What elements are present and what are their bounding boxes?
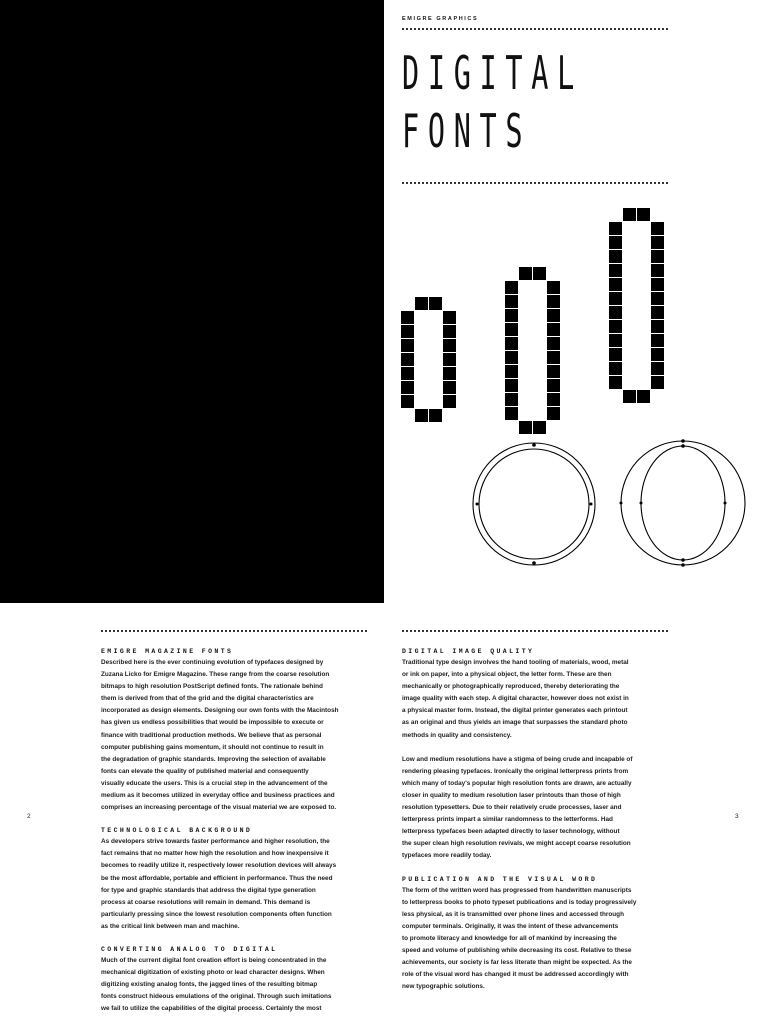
body-line: digitizing existing analog fonts, the jagged lines of the resulting bitmap: [101, 981, 318, 989]
glyph-pixel-on: [547, 295, 560, 308]
glyph-pixel-on: [609, 278, 622, 291]
glyph-pixel-on: [651, 292, 664, 305]
page-title: [402, 44, 694, 160]
glyph-pixel-off: [505, 421, 518, 434]
glyph-pixel-off: [637, 348, 650, 361]
section-heading: EMIGRE MAGAZINE FONTS: [101, 648, 234, 655]
glyph-pixel-on: [651, 264, 664, 277]
glyph-pixel-off: [609, 390, 622, 403]
body-line: comprises an increasing percentage of the visual material we are exposed to.: [101, 804, 337, 812]
glyph-pixel-off: [547, 267, 560, 280]
body-line: we fail to utilize the capabilities of the digital process. Certainly the most: [101, 1005, 322, 1013]
body-line: as an original and thus yields an image that surpasses the standard photo: [402, 719, 628, 727]
glyph-pixel-on: [547, 337, 560, 350]
section-body: [402, 885, 668, 994]
glyph-pixel-off: [429, 325, 442, 338]
oval-outline-o-icon: [618, 438, 748, 568]
glyph-pixel-on: [651, 376, 664, 389]
glyph-pixel-on: [519, 421, 532, 434]
glyph-pixel-off: [429, 339, 442, 352]
glyph-pixel-on: [401, 367, 414, 380]
glyph-pixel-on: [505, 351, 518, 364]
glyph-pixel-off: [623, 362, 636, 375]
glyph-pixel-off: [519, 337, 532, 350]
glyph-pixel-on: [547, 323, 560, 336]
body-line: speed and volume of publishing while decreasing its cost. Relative to these: [402, 946, 632, 954]
glyph-pixel-on: [651, 236, 664, 249]
article-section: [101, 647, 367, 814]
body-line: particularly pressing since the lowest resolution components often function: [101, 910, 332, 918]
glyph-pixel-off: [415, 325, 428, 338]
glyph-pixel-off: [519, 323, 532, 336]
glyph-pixel-on: [443, 367, 456, 380]
section-body: [402, 754, 668, 863]
glyph-pixel-off: [651, 390, 664, 403]
section-body: [402, 657, 668, 742]
glyph-pixel-on: [547, 281, 560, 294]
glyph-pixel-off: [533, 379, 546, 392]
glyph-pixel-off: [429, 395, 442, 408]
body-line: fonts can elevate the quality of published material and consequently: [101, 767, 309, 775]
glyph-pixel-on: [401, 339, 414, 352]
body-line: Much of the current digital font creation effort is being concentrated in the: [101, 956, 327, 964]
glyph-pixel-off: [637, 376, 650, 389]
glyph-pixel-on: [609, 292, 622, 305]
page-number-right: 3: [735, 813, 739, 820]
glyph-pixel-on: [637, 390, 650, 403]
glyph-pixel-on: [651, 222, 664, 235]
glyph-pixel-off: [623, 348, 636, 361]
body-line: closer in quality to medium resolution laser printouts than those of high: [402, 791, 621, 799]
body-line: which many of today's popular high resolution fonts are drawn, are actually: [402, 779, 632, 787]
glyph-pixel-off: [637, 334, 650, 347]
body-line: or ink on paper, into a physical object, the letter form. These are then: [402, 671, 612, 679]
glyph-pixel-on: [533, 267, 546, 280]
glyph-pixel-on: [505, 407, 518, 420]
glyph-pixel-on: [429, 409, 442, 422]
body-line: has given us endless possibilities that would be impossible to execute or: [101, 719, 324, 727]
glyph-pixel-on: [547, 407, 560, 420]
article-section: [402, 875, 668, 994]
glyph-pixel-off: [623, 222, 636, 235]
body-line: to promote literacy and knowledge for all of mankind by increasing the: [402, 934, 617, 942]
glyph-pixel-off: [415, 353, 428, 366]
body-line: Zuzana Licko for Emigre Magazine. These range from the coarse resolution: [101, 671, 330, 679]
section-heading: CONVERTING ANALOG TO DIGITAL: [101, 945, 278, 953]
glyph-pixel-on: [651, 278, 664, 291]
glyph-pixel-off: [637, 250, 650, 263]
glyph-pixel-off: [609, 208, 622, 221]
glyph-pixel-on: [505, 393, 518, 406]
glyph-pixel-on: [609, 376, 622, 389]
article-section: [402, 754, 668, 863]
body-line: computer publishing gains momentum, it should not continue to result in: [101, 743, 324, 751]
glyph-pixel-on: [547, 309, 560, 322]
glyph-pixel-off: [623, 320, 636, 333]
large-bitmap-o-icon: [609, 208, 664, 403]
body-line: image quality with each step. A digital character, however does not exist in: [402, 695, 629, 703]
medium-bitmap-o-icon: [505, 267, 560, 434]
glyph-pixel-on: [505, 365, 518, 378]
glyph-pixel-on: [609, 334, 622, 347]
body-line: Low and medium resolutions have a stigma of being crude and incapable of: [402, 755, 633, 763]
glyph-pixel-on: [505, 281, 518, 294]
glyph-pixel-on: [505, 337, 518, 350]
glyph-pixel-on: [651, 348, 664, 361]
glyph-pixel-off: [429, 381, 442, 394]
body-line: achievements, our society is far less literate than might be expected. As the: [402, 959, 632, 967]
glyph-pixel-off: [533, 295, 546, 308]
glyph-pixel-on: [429, 297, 442, 310]
glyph-pixel-on: [609, 222, 622, 235]
glyph-pixel-off: [533, 337, 546, 350]
glyph-pixel-on: [651, 250, 664, 263]
right-text-column: [402, 647, 668, 993]
body-line: incorporated as design elements. Designing our own fonts with the Macintosh: [101, 707, 339, 715]
body-line: finance with traditional production methods. We believe that as personal: [101, 731, 322, 739]
glyph-pixel-off: [623, 236, 636, 249]
body-line: typefaces more readily today.: [402, 852, 492, 860]
glyph-pixel-off: [623, 334, 636, 347]
glyph-pixel-off: [533, 407, 546, 420]
glyph-pixel-off: [519, 351, 532, 364]
glyph-pixel-on: [443, 311, 456, 324]
glyph-pixel-on: [547, 365, 560, 378]
glyph-pixel-off: [637, 362, 650, 375]
glyph-pixel-on: [533, 421, 546, 434]
body-line: role of the visual word has changed it must be addressed accordingly with: [402, 971, 629, 979]
glyph-pixel-off: [519, 295, 532, 308]
glyph-pixel-on: [505, 295, 518, 308]
body-line: process at coarse resolutions will remain in demand. This demand is: [101, 898, 311, 906]
glyph-pixel-off: [519, 393, 532, 406]
glyph-pixel-on: [623, 390, 636, 403]
glyph-pixel-off: [623, 250, 636, 263]
glyph-pixel-off: [429, 311, 442, 324]
body-line: Described here is the ever continuing evolution of typefaces designed by: [101, 659, 324, 666]
body-line: to letterpress books to photo typeset publications and is today progressively: [402, 898, 637, 906]
glyph-pixel-on: [651, 320, 664, 333]
glyph-pixel-off: [533, 323, 546, 336]
glyph-pixel-on: [651, 306, 664, 319]
small-bitmap-o-icon: [401, 297, 456, 422]
page-number-left: 2: [27, 813, 31, 820]
glyph-pixel-off: [623, 264, 636, 277]
glyph-pixel-on: [623, 208, 636, 221]
glyph-pixel-off: [519, 365, 532, 378]
glyph-pixel-on: [415, 297, 428, 310]
glyph-pixel-off: [443, 297, 456, 310]
publisher-label: EMIGRE GRAPHICS: [402, 16, 479, 22]
glyph-pixel-on: [547, 379, 560, 392]
glyph-pixel-off: [533, 351, 546, 364]
title-line-1: DIGITAL: [402, 46, 583, 100]
glyph-pixel-off: [505, 267, 518, 280]
glyph-pixel-on: [651, 362, 664, 375]
section-heading: DIGITAL IMAGE QUALITY: [402, 648, 535, 655]
glyph-pixel-on: [443, 395, 456, 408]
glyph-pixel-off: [533, 309, 546, 322]
dotted-rule: [101, 630, 367, 632]
glyph-pixel-off: [623, 306, 636, 319]
glyph-pixel-on: [609, 362, 622, 375]
glyph-pixel-off: [637, 236, 650, 249]
article-section: [101, 945, 367, 1015]
glyph-pixel-off: [443, 409, 456, 422]
title-line-2: FONTS: [402, 104, 532, 158]
glyph-pixel-off: [637, 278, 650, 291]
glyph-pixel-off: [429, 353, 442, 366]
dotted-rule: [402, 182, 668, 184]
glyph-pixel-on: [401, 381, 414, 394]
glyph-pixel-on: [401, 325, 414, 338]
glyph-pixel-off: [623, 376, 636, 389]
glyph-pixel-off: [415, 395, 428, 408]
body-line: medium as it becomes utilized in everyday office and business practices and: [101, 792, 335, 800]
glyph-pixel-on: [609, 306, 622, 319]
glyph-pixel-on: [443, 381, 456, 394]
glyph-pixel-off: [429, 367, 442, 380]
body-line: letterpress prints impart a similar randomness to the letterforms. Had: [402, 816, 613, 824]
glyph-pixel-off: [401, 409, 414, 422]
glyph-pixel-on: [519, 267, 532, 280]
glyph-pixel-off: [519, 309, 532, 322]
glyph-pixel-off: [547, 421, 560, 434]
section-heading: PUBLICATION AND THE VISUAL WORD: [402, 875, 598, 883]
glyph-pixel-off: [533, 365, 546, 378]
section-heading: TECHNOLOGICAL BACKGROUND: [101, 827, 253, 835]
glyph-pixel-off: [623, 292, 636, 305]
body-line: Traditional type design involves the hand tooling of materials, wood, metal: [402, 659, 629, 666]
article-section: [101, 826, 367, 933]
glyph-pixel-off: [637, 222, 650, 235]
body-line: them is derived from that of the grid and the digital characteristics are: [101, 695, 314, 703]
body-line: The form of the written word has progressed from handwritten manuscripts: [402, 886, 632, 894]
body-line: fonts construct hideous emulations of the original. Through such imitations: [101, 993, 332, 1001]
glyph-pixel-on: [637, 208, 650, 221]
glyph-pixel-on: [547, 351, 560, 364]
glyph-pixel-on: [401, 395, 414, 408]
glyph-pixel-off: [415, 311, 428, 324]
glyph-pixel-off: [637, 264, 650, 277]
glyph-pixel-on: [609, 264, 622, 277]
body-line: computer terminals. Originally, it was the intent of these advancements: [402, 922, 619, 930]
body-line: for type and graphic standards that address the digital type generation: [101, 886, 316, 894]
dotted-rule: [402, 630, 668, 632]
body-line: fact remains that no matter how high the resolution and how inexpensive it: [101, 850, 329, 858]
body-line: a physical master form. Instead, the digital printer generates each printout: [402, 707, 628, 715]
black-panel: [0, 0, 384, 603]
round-outline-o-icon: [470, 440, 598, 568]
glyph-pixel-off: [637, 306, 650, 319]
body-line: visually educate the users. This is a crucial step in the advancement of the: [101, 779, 328, 787]
body-line: becomes to readily utilize it, respectively lower resolution devices will always: [101, 862, 337, 870]
glyph-pixel-off: [637, 292, 650, 305]
dotted-rule: [402, 28, 668, 30]
body-line: resolution typesetters. Due to their relatively crude processes, laser and: [402, 804, 622, 812]
body-line: the super clean high resolution revivals, we might accept coarse resolution: [402, 840, 631, 848]
section-body: [101, 657, 367, 814]
glyph-pixel-on: [505, 323, 518, 336]
glyph-pixel-off: [415, 381, 428, 394]
glyph-pixel-off: [533, 393, 546, 406]
body-line: as the critical link between man and machine.: [101, 922, 240, 930]
body-line: new typographic solutions.: [402, 983, 485, 991]
glyph-pixel-on: [415, 409, 428, 422]
glyph-pixel-off: [623, 278, 636, 291]
glyph-pixel-on: [609, 250, 622, 263]
glyph-pixel-on: [401, 353, 414, 366]
glyph-pixel-on: [401, 311, 414, 324]
body-line: less physical, as it is transmitted over phone lines and accessed through: [402, 910, 624, 918]
glyph-pixel-off: [401, 297, 414, 310]
glyph-pixel-on: [443, 353, 456, 366]
section-body: [101, 955, 367, 1015]
glyph-pixel-on: [443, 339, 456, 352]
body-line: mechanically or photographically reproduced, thereby deteriorating the: [402, 683, 620, 691]
body-line: letterpress typefaces been adapted directly to laser technology, without: [402, 828, 620, 836]
article-section: [402, 647, 668, 742]
glyph-pixel-off: [533, 281, 546, 294]
glyph-pixel-off: [651, 208, 664, 221]
body-line: mechanical digitization of existing photo or lead character designs. When: [101, 969, 325, 977]
body-line: be the most affordable, portable and efficient in performance. Thus the need: [101, 874, 333, 882]
glyph-pixel-on: [609, 348, 622, 361]
body-line: methods in quality and consistency.: [402, 731, 512, 739]
glyph-pixel-on: [505, 379, 518, 392]
glyph-pixel-off: [519, 407, 532, 420]
left-text-column: [101, 647, 367, 1015]
glyph-pixel-off: [415, 339, 428, 352]
glyph-pixel-on: [547, 393, 560, 406]
section-body: [101, 836, 367, 933]
glyph-pixel-off: [637, 320, 650, 333]
glyph-pixel-off: [519, 379, 532, 392]
glyph-pixel-off: [415, 367, 428, 380]
body-line: rendering pleasing typefaces. Ironically the original letterpress prints from: [402, 767, 629, 775]
glyph-pixel-off: [519, 281, 532, 294]
body-line: As developers strive towards faster performance and higher resolution, the: [101, 838, 330, 846]
glyph-pixel-on: [609, 236, 622, 249]
glyph-pixel-on: [609, 320, 622, 333]
body-line: the degradation of graphic standards. Improving the selection of available: [101, 755, 326, 763]
glyph-pixel-on: [443, 325, 456, 338]
glyph-pixel-on: [651, 334, 664, 347]
glyph-pixel-on: [505, 309, 518, 322]
body-line: bitmaps to high resolution PostScript defined fonts. The rationale behind: [101, 683, 323, 691]
